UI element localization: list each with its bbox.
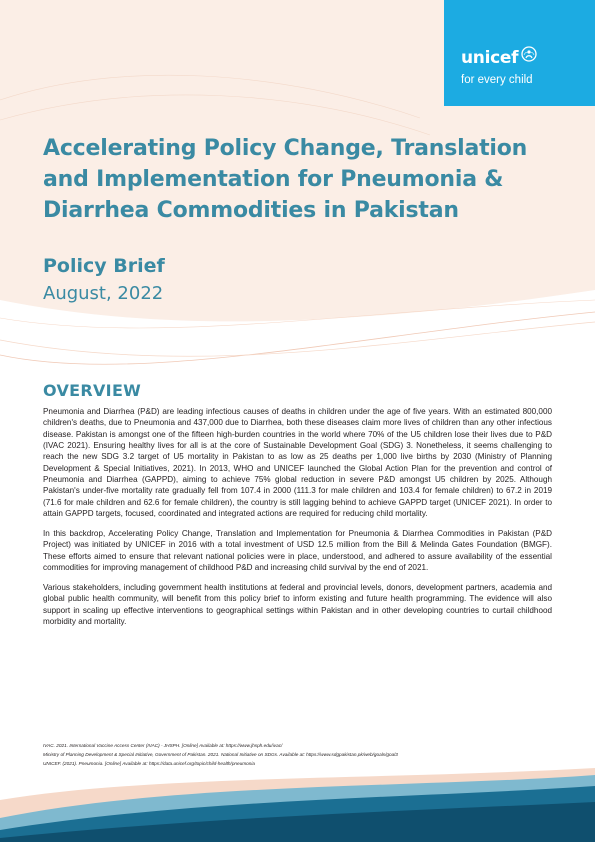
- unicef-tagline: for every child: [461, 74, 533, 86]
- footer-waves: [0, 760, 595, 842]
- document-date: August, 2022: [43, 283, 164, 304]
- overview-body: [43, 406, 552, 636]
- overview-paragraph-1: Pneumonia and Diarrhea (P&D) are leading infectious causes of deaths in children under the age of five years. With an estimated 800,000 children's deaths, due to Pneumonia and 437,000 due to Diarrhea, both these diseases claim more lives of children than any other infectious disease. Pakistan is amongst one of the fifteen high-burden countries in the world where 70% of the U5 children lose their lives due to P&D (IVAC 2021). Ensuring healthy lives for all is at the core of Sustainable Development Goal (SDG) 3. Nonetheless, it seems challenging to reach the new SDG 3.2 target of U5 mortality in Pakistan to as low as 25 deaths per 1,000 live births by 2030 (Ministry of Planning Development & Special Initiatives, 2021). In 2013, WHO and UNICEF launched the Global Action Plan for the prevention and control of Pneumonia and Diarrhea (GAPPD), aiming to achieve 75% global reduction in severe P&D amongst U5 children by 2025. Although Pakistan's under-five mortality rate gradually fell from 107.4 in 2000 (111.3 for male children and 103.4 for female children) to 67.2 in 2019 (71.6 for male children and 62.6 for female children), the country is still lagging behind to achieve GAPPD target (UNICEF 2021). In order to attain GAPPD targets, focused, coordinated and integrated actions are required for reducing child mortality.: [43, 407, 552, 519]
- unicef-logo-text: unicef: [461, 48, 519, 68]
- unicef-emblem-icon: [521, 46, 537, 62]
- document-title: Accelerating Policy Change, Translation and Implementation for Pneumonia & Diarrhea Commodities in Pakistan: [43, 136, 528, 223]
- document-type: Policy Brief: [43, 255, 165, 277]
- reference-item: Ministry of Planning Development & Special Initiative, Government of Pakistan. 2021. National Initiative on SDGs. Available at: https://www.sdgpakistan.pk/web/goals/goal3: [43, 752, 398, 758]
- overview-heading: OVERVIEW: [43, 381, 142, 400]
- overview-paragraph-3: Various stakeholders, including government health institutions at federal and provincial levels, donors, development partners, academia and global public health community, will benefit from this policy brief to inform existing and future health programming. The evidence will also support in scaling up effective interventions to geographical settings within Pakistan and in other developing countries to curtail childhood morbidity and mortality.: [43, 582, 552, 626]
- overview-paragraph-2: In this backdrop, Accelerating Policy Change, Translation and Implementation for Pneumonia & Diarrhea Commodities in Pakistan (P&D Project) was initiated by UNICEF in 2016 with a total investment of USD 12.5 million from the Bill & Melinda Gates Foundation (BMGF). These efforts aimed to ensure that relevant national policies were in place, understood, and adhered to assure availability of the essential commodities for improving management of childhood P&D and increasing child survival by the end of 2021.: [43, 528, 552, 572]
- reference-item: UNICEF. (2021). Pneumonia. [Online] Available at: https://data.unicef.org/topic/child-health/pneumonia: [43, 761, 256, 767]
- reference-item: IVAC. 2021. International Vaccine Access Center (IVAC) - JHSPH. [Online] Available at: https://www.jhsph.edu/ivac/: [43, 743, 283, 748]
